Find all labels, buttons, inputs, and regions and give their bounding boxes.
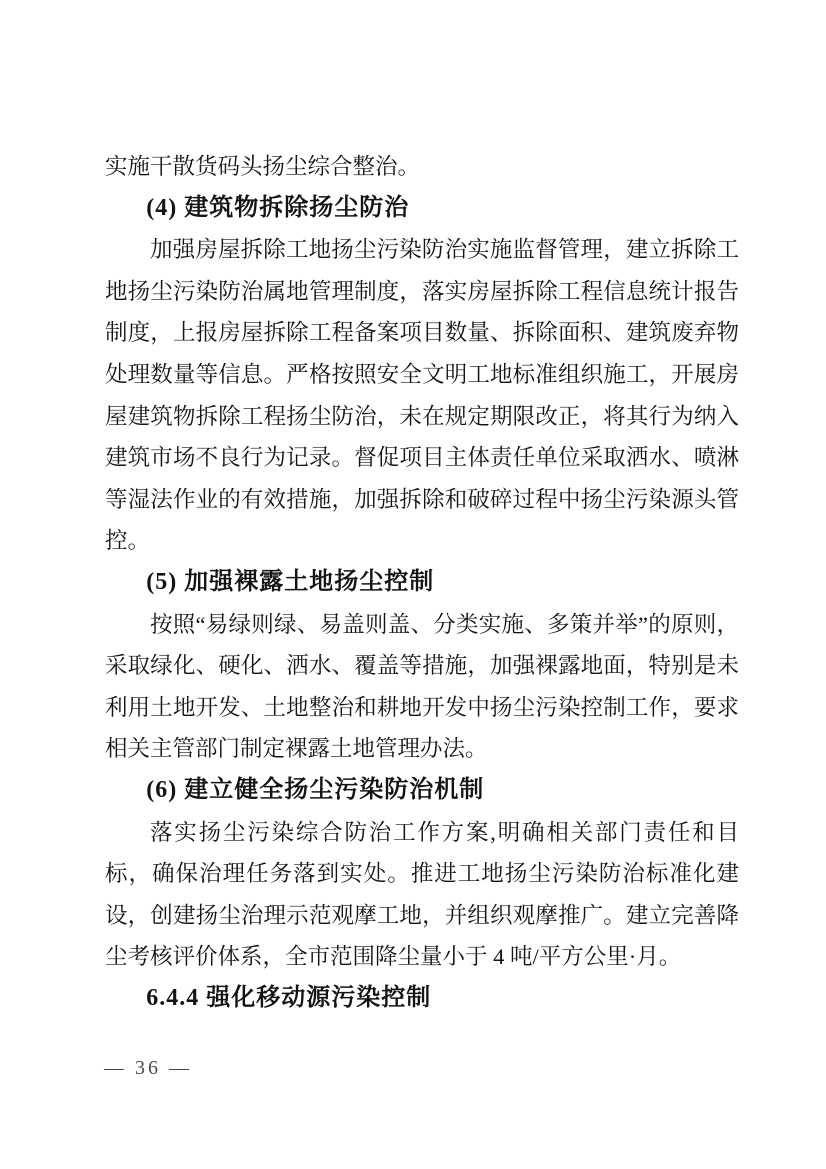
page-number: — 36 —	[104, 1057, 192, 1079]
paragraph-continuation: 实施干散货码头扬尘综合整治。	[105, 154, 421, 179]
section-heading-6: (6) 建立健全扬尘污染防治机制	[146, 776, 485, 803]
section-heading-5: (5) 加强裸露土地扬尘控制	[146, 568, 435, 595]
section-heading-4: (4) 建筑物拆除扬尘防治	[146, 194, 410, 221]
section-heading-6-4-4: 6.4.4 强化移动源污染控制	[146, 984, 432, 1011]
document-body	[105, 146, 739, 1019]
paragraph-bare-land-dust: 按照“易绿则绿、易盖则盖、分类实施、多策并举”的原则，采取绿化、硬化、洒水、覆盖等措施，加强裸露地面，特别是未利用土地开发、土地整治和耕地开发中扬尘污染控制工作，要求相关主管部门制定裸露土地管理办法。	[105, 611, 739, 762]
paragraph-dust-mechanism: 落实扬尘污染综合防治工作方案,明确相关部门责任和目标，确保治理任务落到实处。推进工地扬尘污染防治标准化建设，创建扬尘治理示范观摩工地，并组织观摩推广。建立完善降尘考核评价体系，全市范围降尘量小于 4 吨/平方公里·月。	[105, 819, 739, 970]
paragraph-demolition-dust: 加强房屋拆除工地扬尘污染防治实施监督管理，建立拆除工地扬尘污染防治属地管理制度，落实房屋拆除工程信息统计报告制度，上报房屋拆除工程备案项目数量、拆除面积、建筑废弃物处理数量等信息。严格按照安全文明工地标准组织施工，开展房屋建筑物拆除工程扬尘防治，未在规定期限改正，将其行为纳入建筑市场不良行为记录。督促项目主体责任单位采取洒水、喷淋等湿法作业的有效措施，加强拆除和破碎过程中扬尘污染源头管控。	[105, 237, 739, 554]
